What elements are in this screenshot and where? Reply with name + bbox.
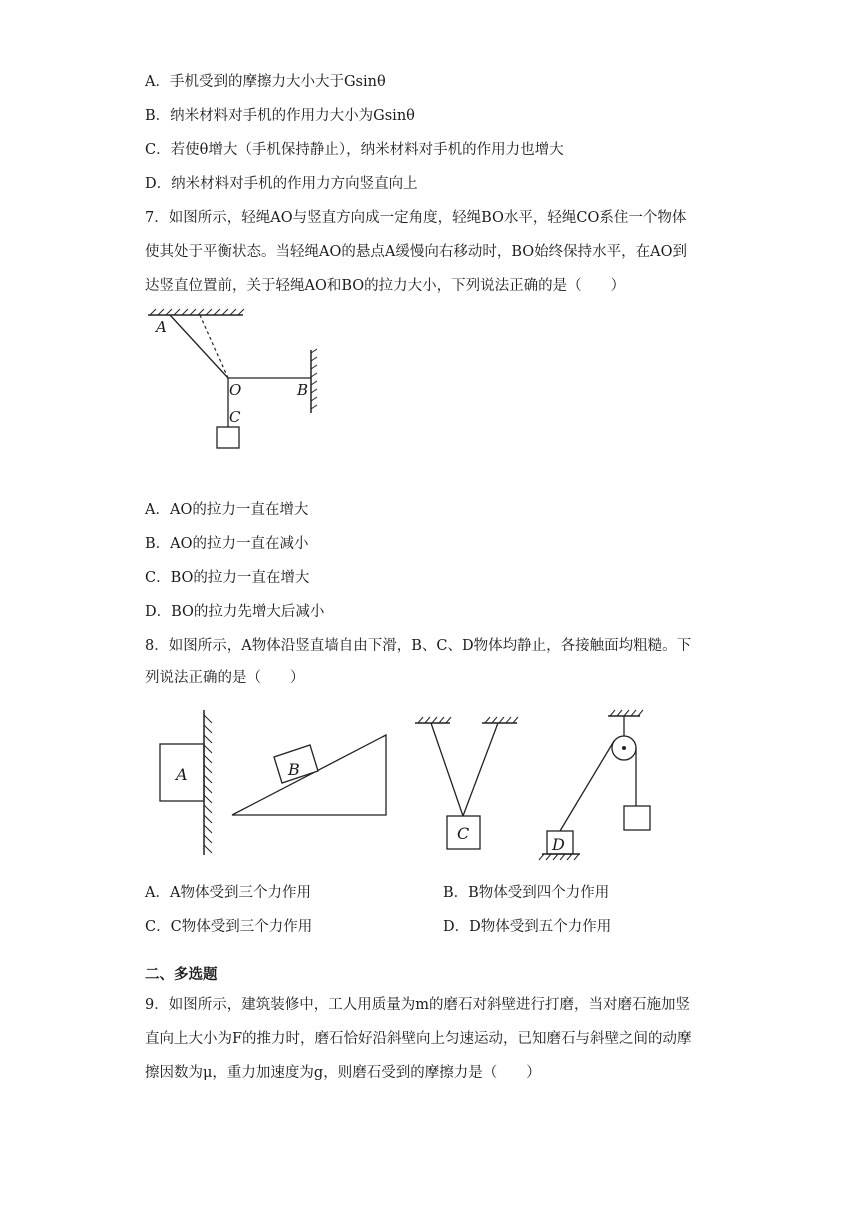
q9-stem-line-1: 9．如图所示，建筑装修中，工人用质量为m的磨石对斜壁进行打磨，当对磨石施加竖 <box>145 997 690 1013</box>
q6-option-d: D．纳米材料对手机的作用力方向竖直向上 <box>145 176 418 192</box>
q9-stem-line-2: 直向上大小为F的推力时，磨石恰好沿斜壁向上匀速运动，已知磨石与斜壁之间的动摩 <box>145 1031 692 1047</box>
q7-stem-line-1: 7．如图所示，轻绳AO与竖直方向成一定角度，轻绳BO水平，轻绳CO系住一个物体 <box>145 210 687 226</box>
q8-option-b: B．B物体受到四个力作用 <box>443 885 610 901</box>
q8-option-a: A．A物体受到三个力作用 <box>145 885 311 901</box>
q8-option-c: C．C物体受到三个力作用 <box>145 919 313 935</box>
q8-label-d: D <box>552 835 565 854</box>
q7-option-a: A．AO的拉力一直在增大 <box>145 502 309 518</box>
q7-label-b: B <box>297 381 309 399</box>
q8-option-d: D．D物体受到五个力作用 <box>443 919 612 935</box>
q7-label-a: A <box>156 318 167 336</box>
q8-label-b: B <box>288 760 300 779</box>
q7-option-d: D．BO的拉力先增大后减小 <box>145 604 325 620</box>
q8-label-a: A <box>176 765 188 784</box>
q8-figure <box>150 705 690 865</box>
q7-stem-line-3: 达竖直位置前，关于轻绳AO和BO的拉力大小，下列说法正确的是（ ） <box>145 278 626 294</box>
q7-option-b: B．AO的拉力一直在减小 <box>145 536 309 552</box>
q6-option-a: A．手机受到的摩擦力大小大于Gsinθ <box>145 74 386 90</box>
section-title: 二、多选题 <box>145 966 218 983</box>
q7-label-c: C <box>229 408 241 426</box>
q7-option-c: C．BO的拉力一直在增大 <box>145 570 310 586</box>
q9-stem-line-3: 擦因数为μ，重力加速度为g，则磨石受到的摩擦力是（ ） <box>145 1065 541 1081</box>
q7-stem-line-2: 使其处于平衡状态。当轻绳AO的悬点A缓慢向右移动时，BO始终保持水平，在AO到 <box>145 244 687 260</box>
q7-figure <box>140 305 340 460</box>
q6-option-c: C．若使θ增大（手机保持静止），纳米材料对手机的作用力也增大 <box>145 142 564 158</box>
q8-stem-line-1: 8．如图所示，A物体沿竖直墙自由下滑，B、C、D物体均静止，各接触面均粗糙。下 <box>145 638 692 654</box>
q7-label-o: O <box>229 381 242 399</box>
q6-option-b: B．纳米材料对手机的作用力大小为Gsinθ <box>145 108 415 124</box>
q8-label-c: C <box>457 824 470 843</box>
q8-stem-line-2: 列说法正确的是（ ） <box>145 670 305 686</box>
